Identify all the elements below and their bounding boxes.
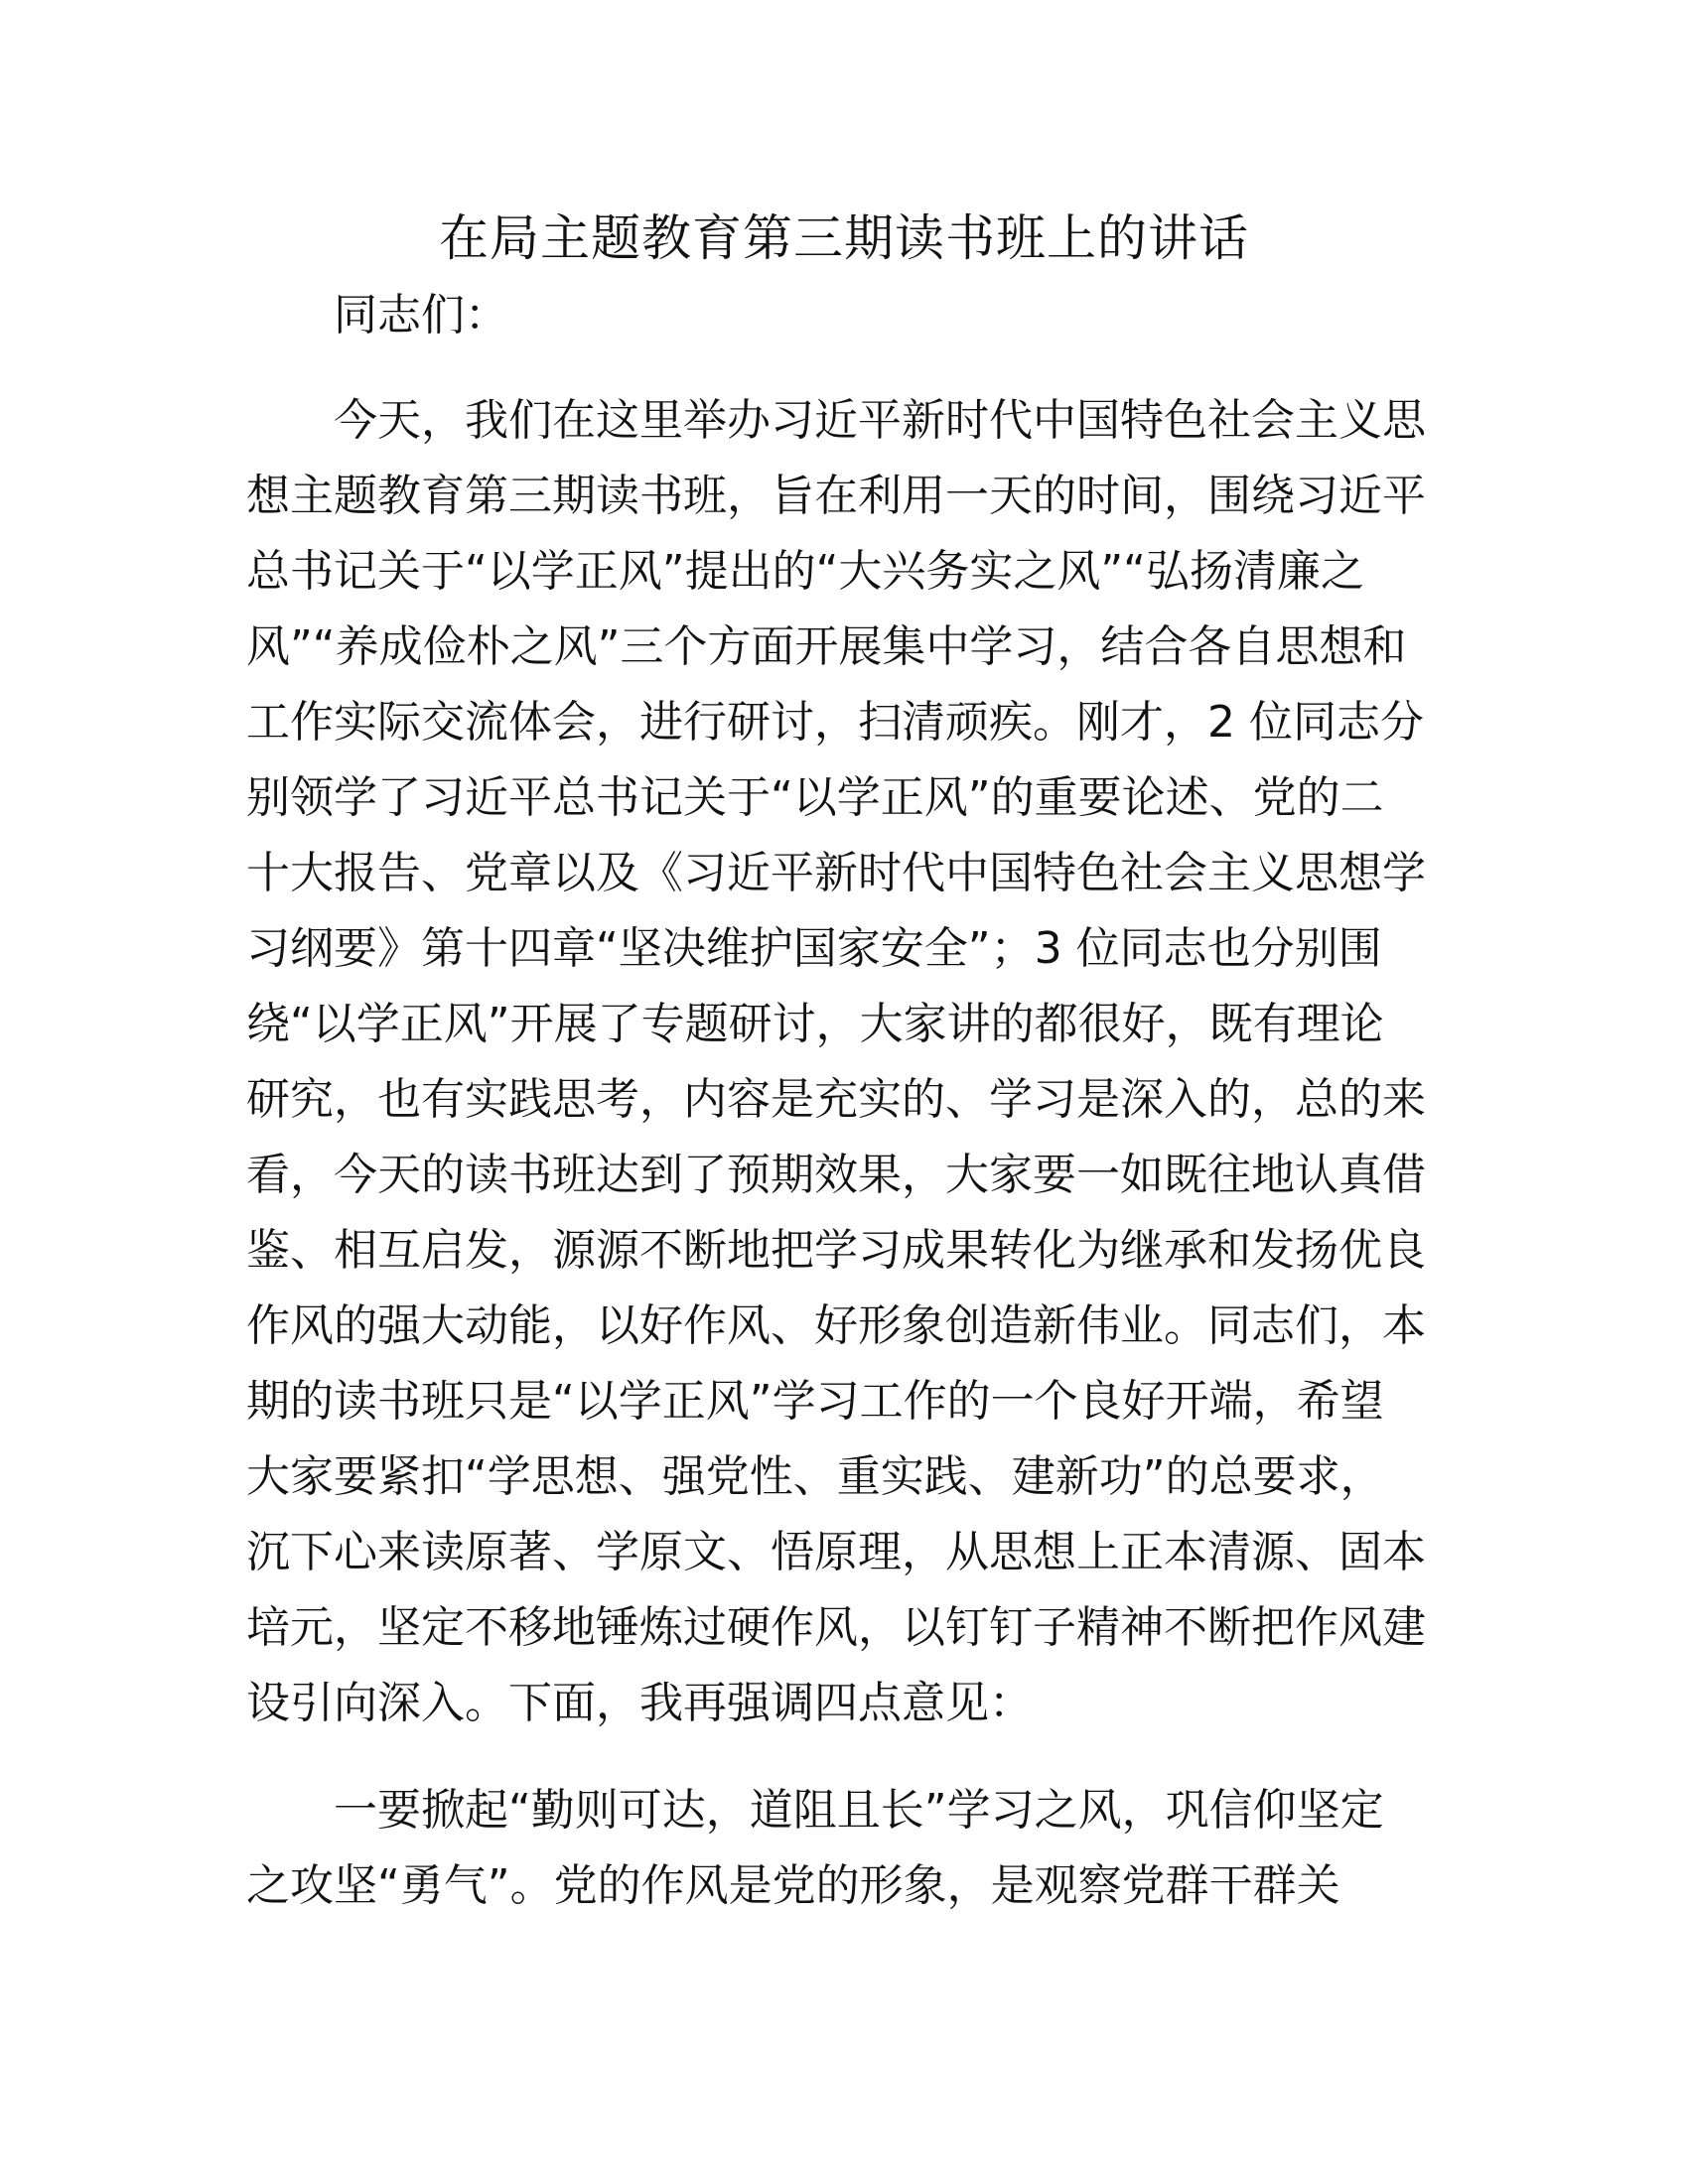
paragraph-line: 作风的强大动能，以好作风、好形象创造新伟业。同志们，本 [246, 1300, 1426, 1351]
paragraph-line: 风”“养成俭朴之风”三个方面开展集中学习，结合各自思想和 [246, 621, 1407, 672]
paragraph-line: 鉴、相互启发，源源不断地把学习成果转化为继承和发扬优良 [246, 1225, 1426, 1276]
paragraph-line: 想主题教育第三期读书班，旨在利用一天的时间，围绕习近平 [246, 471, 1426, 521]
document-body [246, 278, 1438, 1924]
paragraph-line: 十大报告、党章以及《习近平新时代中国特色社会主义思想学 [246, 848, 1426, 898]
paragraph-line: 研究，也有实践思考，内容是充实的、学习是深入的，总的来 [246, 1074, 1426, 1125]
paragraph-line: 总书记关于“以学正风”提出的“大兴务实之风”“弘扬清廉之 [246, 546, 1364, 597]
greeting: 同志们： [334, 290, 508, 341]
paragraph-line: 今天，我们在这里举办习近平新时代中国特色社会主义思 [334, 395, 1426, 446]
paragraph-line: 培元，坚定不移地锤炼过硬作风，以钉钉子精神不断把作风建 [246, 1602, 1426, 1653]
paragraph-line: 大家要紧扣“学思想、强党性、重实践、建新功”的总要求， [246, 1451, 1384, 1502]
paragraph-line: 习纲要》第十四章“坚决维护国家安全”；3 位同志也分别围 [246, 923, 1382, 974]
paragraph-line: 绕“以学正风”开展了专题研讨，大家讲的都很好，既有理论 [246, 999, 1384, 1049]
paragraph-line: 设引向深入。下面，我再强调四点意见： [246, 1678, 1033, 1728]
paragraph-line: 期的读书班只是“以学正风”学习工作的一个良好开端，希望 [246, 1376, 1384, 1427]
paragraph-line: 一要掀起“勤则可达，道阻且长”学习之风，巩信仰坚定 [334, 1785, 1384, 1836]
paragraph-2 [246, 1773, 1438, 1924]
paragraph-line: 看，今天的读书班达到了预期效果，大家要一如既往地认真借 [246, 1150, 1426, 1200]
paragraph-line: 工作实际交流体会，进行研讨，扫清顽疾。刚才，2 位同志分 [246, 697, 1424, 748]
paragraph-1 [246, 383, 1438, 1741]
paragraph-line: 沉下心来读原著、学原文、悟原理，从思想上正本清源、固本 [246, 1527, 1426, 1577]
document-title: 在局主题教育第三期读书班上的讲话 [439, 209, 1249, 267]
paragraph-line: 之攻坚“勇气”。党的作风是党的形象，是观察党群干群关 [246, 1860, 1340, 1911]
paragraph-line: 别领学了习近平总书记关于“以学正风”的重要论述、党的二 [246, 772, 1384, 823]
